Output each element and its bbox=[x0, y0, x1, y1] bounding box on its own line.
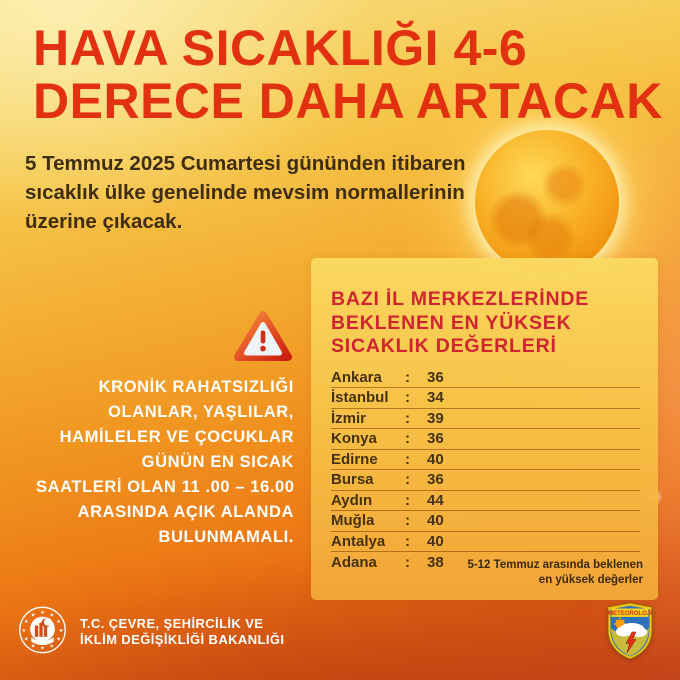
page-title bbox=[33, 22, 663, 128]
warning-line: ARASINDA AÇIK ALANDA bbox=[77, 503, 294, 521]
warning-line: BULUNMAMALI. bbox=[158, 528, 294, 546]
svg-text:★: ★ bbox=[30, 612, 36, 619]
temperature-value: 36 bbox=[427, 368, 444, 386]
svg-text:★: ★ bbox=[49, 612, 55, 619]
svg-text:★: ★ bbox=[30, 643, 36, 650]
svg-text:★: ★ bbox=[40, 645, 45, 652]
warning-text bbox=[36, 375, 294, 550]
colon-separator: : bbox=[405, 491, 410, 509]
table-title-line: SICAKLIK DEĞERLERİ bbox=[331, 335, 557, 357]
table-row bbox=[331, 450, 640, 471]
title-line-1: HAVA SICAKLIĞI 4-6 bbox=[33, 20, 528, 76]
temperature-value: 39 bbox=[427, 409, 444, 427]
temperature-value: 40 bbox=[427, 532, 444, 550]
meteorology-label: METEOROLOJİ bbox=[608, 611, 652, 617]
subtitle-line: sıcaklık ülke genelinde mevsim normallerinin bbox=[25, 181, 465, 204]
colon-separator: : bbox=[405, 553, 410, 571]
footnote-line: 5-12 Temmuz arasında beklenen bbox=[467, 559, 643, 571]
city-name: Edirne bbox=[331, 450, 378, 468]
warning-line: OLANLAR, YAŞLILAR, bbox=[108, 403, 294, 421]
table-row bbox=[331, 368, 640, 389]
ministry-name bbox=[80, 616, 284, 647]
city-name: Aydın bbox=[331, 491, 373, 509]
table-title bbox=[331, 288, 640, 359]
colon-separator: : bbox=[405, 512, 410, 530]
city-name: İstanbul bbox=[331, 389, 389, 407]
svg-text:★: ★ bbox=[24, 636, 29, 643]
svg-text:★: ★ bbox=[56, 619, 61, 626]
table-title-line: BEKLENEN EN YÜKSEK bbox=[331, 311, 572, 334]
title-line-2: DERECE DAHA ARTACAK bbox=[33, 73, 663, 129]
city-name: Ankara bbox=[331, 368, 382, 386]
svg-text:★: ★ bbox=[58, 627, 64, 634]
warning-line: GÜNÜN EN SICAK bbox=[141, 453, 294, 471]
city-name: İzmir bbox=[331, 409, 367, 427]
table-footnote bbox=[467, 558, 643, 588]
temperature-value: 40 bbox=[427, 512, 444, 530]
table-row bbox=[331, 470, 640, 491]
temperature-value: 36 bbox=[427, 430, 444, 448]
colon-separator: : bbox=[405, 368, 410, 386]
subtitle-line: üzerine çıkacak. bbox=[25, 210, 183, 233]
city-name: Bursa bbox=[331, 471, 374, 489]
health-warning-block bbox=[36, 310, 294, 550]
table-row bbox=[331, 532, 640, 553]
colon-separator: : bbox=[405, 389, 410, 407]
subtitle-text bbox=[25, 149, 465, 236]
temperature-table bbox=[331, 368, 640, 573]
temperature-value: 40 bbox=[427, 450, 444, 468]
svg-text:★: ★ bbox=[49, 643, 55, 650]
sun-globe-image bbox=[475, 130, 619, 274]
colon-separator: : bbox=[405, 409, 410, 427]
svg-text:★: ★ bbox=[40, 609, 45, 616]
ministry-name-line: İKLİM DEĞİŞİKLİĞİ BAKANLIĞI bbox=[80, 631, 285, 647]
meteorology-shield-logo bbox=[605, 602, 655, 660]
temperature-table-panel bbox=[311, 258, 658, 600]
city-name: Konya bbox=[331, 430, 377, 448]
warning-line: SAATLERİ OLAN 11 .00 – 16.00 bbox=[36, 478, 295, 496]
table-row bbox=[331, 491, 640, 512]
table-row bbox=[331, 409, 640, 430]
temperature-value: 44 bbox=[427, 491, 444, 509]
table-title-line: BAZI İL MERKEZLERİNDE bbox=[331, 288, 590, 310]
colon-separator: : bbox=[405, 532, 410, 550]
warning-line: HAMİLELER VE ÇOCUKLAR bbox=[59, 428, 294, 446]
svg-text:★: ★ bbox=[24, 619, 29, 626]
warning-triangle-icon bbox=[234, 310, 292, 362]
table-row bbox=[331, 511, 640, 532]
warning-line: KRONİK RAHATSIZLIĞI bbox=[98, 378, 294, 396]
table-row bbox=[331, 388, 640, 409]
temperature-value: 34 bbox=[427, 389, 444, 407]
ministry-name-line: T.C. ÇEVRE, ŞEHİRCİLİK VE bbox=[80, 616, 264, 631]
city-name: Antalya bbox=[331, 532, 386, 550]
subtitle-line: 5 Temmuz 2025 Cumartesi gününden itibaren bbox=[25, 152, 466, 175]
colon-separator: : bbox=[405, 430, 410, 448]
footnote-line: en yüksek değerler bbox=[538, 574, 643, 586]
colon-separator: : bbox=[405, 471, 410, 489]
city-name: Muğla bbox=[331, 512, 375, 530]
temperature-value: 38 bbox=[427, 553, 444, 571]
svg-text:★: ★ bbox=[56, 636, 61, 643]
city-name: Adana bbox=[331, 553, 377, 571]
ministry-emblem-logo bbox=[18, 605, 67, 655]
table-row bbox=[331, 429, 640, 450]
temperature-value: 36 bbox=[427, 471, 444, 489]
colon-separator: : bbox=[405, 450, 410, 468]
svg-text:★: ★ bbox=[21, 627, 27, 634]
